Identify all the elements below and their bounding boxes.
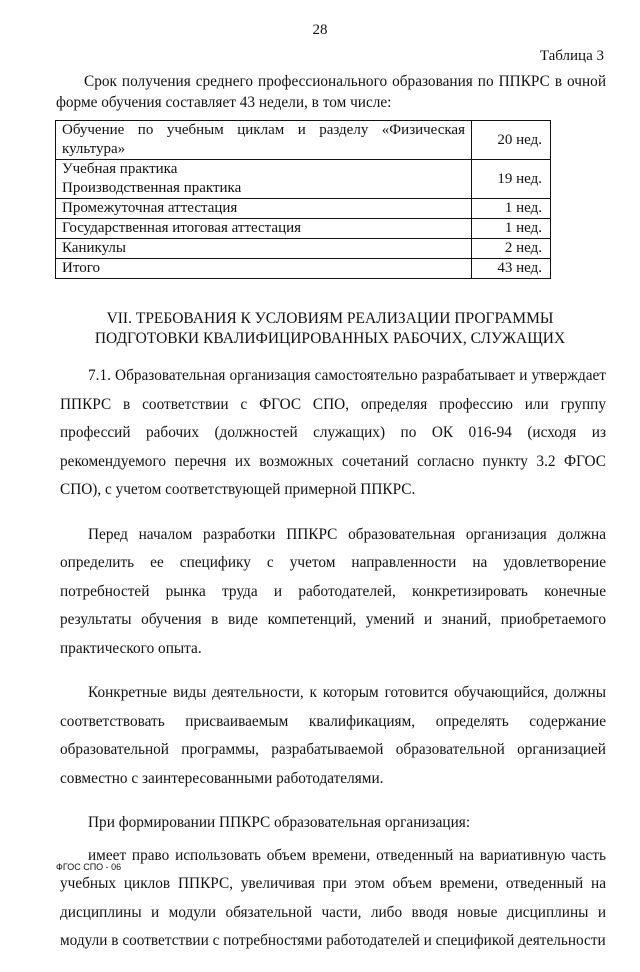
section-title-line: VII. ТРЕБОВАНИЯ К УСЛОВИЯМ РЕАЛИЗАЦИИ ПРОГРАММЫ <box>106 310 554 327</box>
study-duration-table <box>55 120 551 279</box>
table-caption: Таблица 3 <box>539 48 604 64</box>
paragraph: 7.1. Образовательная организация самостоятельно разрабатывает и утверждает ППКРС в соответствии с ФГОС СПО, определяя профессию или группу профессий рабочих (должностей служащих) по ОК 016-94 (исходя из рекомендуемого перечня их возможных сочетаний согласно пункту 3.2 ФГОС СПО), с учетом соответствующей примерной ППКРС. <box>60 367 606 498</box>
table-row <box>56 219 551 239</box>
row-value: 19 нед. <box>472 160 551 199</box>
row-value: 2 нед. <box>472 239 551 259</box>
section-title-line: ПОДГОТОВКИ КВАЛИФИЦИРОВАННЫХ РАБОЧИХ, СЛУЖАЩИХ <box>94 330 566 347</box>
paragraph: Конкретные виды деятельности, к которым готовится обучающийся, должны соответствовать присваиваемым квалификациям, определять содержание образовательной программы, разрабатываемой образовательной организацией совместно с заинтересованными работодателями. <box>60 684 606 787</box>
paragraph: При формировании ППКРС образовательная организация: <box>88 814 471 831</box>
row-value: 43 нед. <box>472 259 551 279</box>
row-value: 1 нед. <box>472 199 551 219</box>
row-name: Промежуточная аттестация <box>56 199 472 219</box>
row-name: Производственная практика <box>56 179 472 199</box>
row-name: Государственная итоговая аттестация <box>56 219 472 239</box>
row-name: Итого <box>56 259 472 279</box>
section-body <box>60 362 606 972</box>
row-name: Обучение по учебным циклам и разделу «Физическая культура» <box>56 121 472 160</box>
page-number: 28 <box>312 22 328 38</box>
paragraph: имеет право использовать объем времени, отведенный на вариативную часть учебных циклов ППКРС, увеличивая при этом объем времени, отведенный на дисциплины и модули обязательной части, либо вводя новые дисциплины и модули в соответствии с потребностями работодателей и спецификой деятельности <box>60 846 606 949</box>
table-row <box>56 121 551 160</box>
row-value: 20 нед. <box>472 121 551 160</box>
footer-label: ФГОС СПО - 06 <box>56 862 122 872</box>
row-value: 1 нед. <box>472 219 551 239</box>
row-name: Каникулы <box>56 239 472 259</box>
table-row <box>56 259 551 279</box>
table-row <box>56 199 551 219</box>
intro-paragraph: Срок получения среднего профессионального образования по ППКРС в очной форме обучения составляет 43 недели, в том числе: <box>56 73 606 111</box>
paragraph: Перед началом разработки ППКРС образовательная организация должна определить ее специфику с учетом направленности на удовлетворение потребностей рынка труда и работодателей, конкретизировать конечные результаты обучения в виде компетенций, умений и знаний, приобретаемого практического опыта. <box>60 525 606 657</box>
table-row <box>56 239 551 259</box>
row-name: Учебная практика <box>56 160 472 180</box>
table-row <box>56 160 551 180</box>
section-title <box>60 309 600 349</box>
